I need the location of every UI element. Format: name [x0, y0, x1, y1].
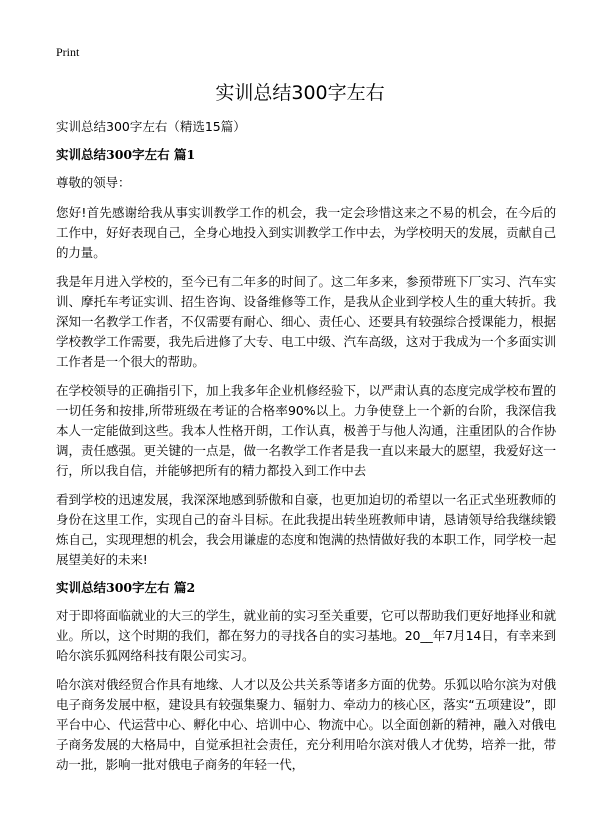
document-body [56, 118, 556, 784]
print-label: Print [56, 45, 80, 59]
body-paragraph: 哈尔滨对俄经贸合作具有地缘、人才以及公共关系等诸多方面的优势。乐狐以哈尔滨为对俄电子商务发展中枢，建设具有较强集聚力、辐射力、牵动力的核心区，落实“五项建设”，即平台中心、代运营中心、孵化中心、培训中心、物流中心。以全面创新的精神，融入对俄电子商务发展的大格局中，自觉承担社会责任，充分利用哈尔滨对俄人才优势，培养一批，带动一批，影响一批对俄电子商务的年轻一代， [56, 677, 556, 772]
body-paragraph: 对于即将面临就业的大三的学生，就业前的实习至关重要，它可以帮助我们更好地择业和就业。所以，这个时期的我们，都在努力的寻找各自的实习基地。20__年7月14日，有幸来到哈尔滨乐狐网络科技有限公司实习。 [56, 608, 556, 663]
greeting-paragraph: 尊敬的领导： [56, 175, 131, 190]
body-paragraph: 在学校领导的正确指引下，加上我多年企业机修经验下，以严肃认真的态度完成学校布置的一切任务和按排,所带班级在考证的合格率90%以上。力争使登上一个新的台阶，我深信我本人一定能做到这些。我本人性格开朗，工作认真，极善于与他人沟通，注重团队的合作协调，责任感强。更关键的一点是，做一名教学工作者是我一直以来最大的愿望，我爱好这一行，所以我自信，并能够把所有的精力都投入到工作中去 [56, 383, 556, 478]
body-paragraph: 我是年月进入学校的，至今已有二年多的时间了。这二年多来，参预带班下厂实习、汽车实训、摩托车考证实训、招生咨询、设备维修等工作，是我从企业到学校人生的重大转折。我深知一名教学工作者，不仅需要有耐心、细心、责任心、还要具有较强综合授课能力，根据学校教学工作需要，我先后进修了大专、电工中级、汽车高级，这对于我成为一个多面实训工作者是一个很大的帮助。 [56, 274, 556, 369]
body-paragraph: 您好!首先感谢给我从事实训教学工作的机会，我一定会珍惜这来之不易的机会，在今后的工作中，好好表现自己，全身心地投入到实训教学工作中去，为学校明天的发展，贡献自己的力量。 [56, 205, 556, 260]
section-1 [56, 146, 556, 570]
body-paragraph: 看到学校的迅速发展，我深深地感到骄傲和自豪，也更加迫切的希望以一名正式坐班教师的身份在这里工作，实现自己的奋斗目标。在此我提出转坐班教师申请，恳请领导给我继续锻炼自己，实现理想的机会，我会用谦虚的态度和饱满的热情做好我的本职工作，同学校一起展望美好的未来! [56, 492, 556, 567]
section-heading: 实训总结300字左右 篇1 [56, 147, 196, 162]
section-heading: 实训总结300字左右 篇2 [56, 580, 196, 595]
section-2 [56, 579, 556, 775]
document-subtitle: 实训总结300字左右（精选15篇） [56, 119, 246, 134]
page-title: 实训总结300字左右 [215, 82, 385, 104]
